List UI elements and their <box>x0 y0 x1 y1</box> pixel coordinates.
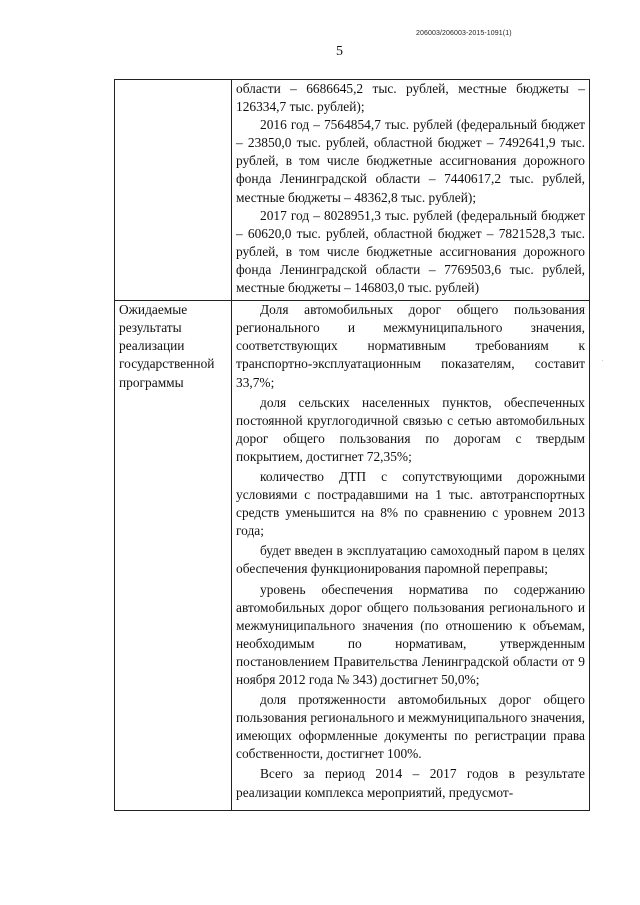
result-paragraph-2: доля сельских населенных пунктов, обеспеченных постоянной круглогодичной связью с сетью автомобильных дорог общего пользования по дорогам с твердым покрытием, достигнет 72,35%; <box>236 394 585 464</box>
result-paragraph-4: будет введен в эксплуатацию самоходный паром в целях обеспечения функционирования паромной переправы; <box>236 543 585 577</box>
funding-paragraph-1: области – 6686645,2 тыс. рублей, местные бюджеты – 126334,7 тыс. рублей); <box>236 81 585 115</box>
scan-mark: . <box>602 357 604 363</box>
row-label-expected-results: Ожидаемые результаты реализации государственной программы <box>115 301 232 811</box>
result-paragraph-6: доля протяженности автомобильных дорог общего пользования регионального и межмуниципального значения, имеющих оформленные документы по регистрации права собственности, достигнет 100%. <box>236 692 585 762</box>
page-number: 5 <box>336 44 343 59</box>
row-label-funding <box>115 80 232 301</box>
funding-paragraph-2017: 2017 год – 8028951,3 тыс. рублей (федеральный бюджет – 60620,0 тыс. рублей, областной бюджет – 7821528,3 тыс. рублей, в том числе бюджетные ассигнования дорожного фонда Ленинградской области – 7769503,6 тыс. рублей, местные бюджеты – 146803,0 тыс. рублей) <box>236 207 585 296</box>
table-row-funding <box>115 80 590 301</box>
program-passport-table <box>114 79 590 811</box>
result-paragraph-5: уровень обеспечения норматива по содержанию автомобильных дорог общего пользования регионального и межмуниципального значения (по отношению к объемам, необходимым по нормативам, утвержденным постановлением Правительства Ленинградской области от 9 ноября 2012 года № 343) достигнет 50,0%; <box>236 581 585 687</box>
funding-paragraph-2016: 2016 год – 7564854,7 тыс. рублей (федеральный бюджет – 23850,0 тыс. рублей, областной бюджет – 7492641,9 тыс. рублей, в том числе бюджетные ассигнования дорожного фонда Ленинградской области – 7440617,2 тыс. рублей, местные бюджеты – 48362,8 тыс. рублей); <box>236 117 585 205</box>
result-paragraph-1: Доля автомобильных дорог общего пользования регионального и межмуниципального значения, соответствующих нормативным требованиям к транспортно-эксплуатационным показателям, составит 33,7%; <box>236 302 585 390</box>
result-paragraph-3: количество ДТП с сопутствующими дорожными условиями с пострадавшими на 1 тыс. автотранспортных средств уменьшится на 8% по сравнению с уровнем 2013 года; <box>236 468 585 539</box>
row-content-funding <box>232 80 590 301</box>
result-paragraph-7: Всего за период 2014 – 2017 годов в результате реализации комплекса мероприятий, предусмот- <box>236 766 585 800</box>
document-id: 206003/206003-2015-1091(1) <box>416 30 512 37</box>
table-row-expected-results <box>115 301 590 811</box>
row-content-expected-results <box>232 301 590 811</box>
